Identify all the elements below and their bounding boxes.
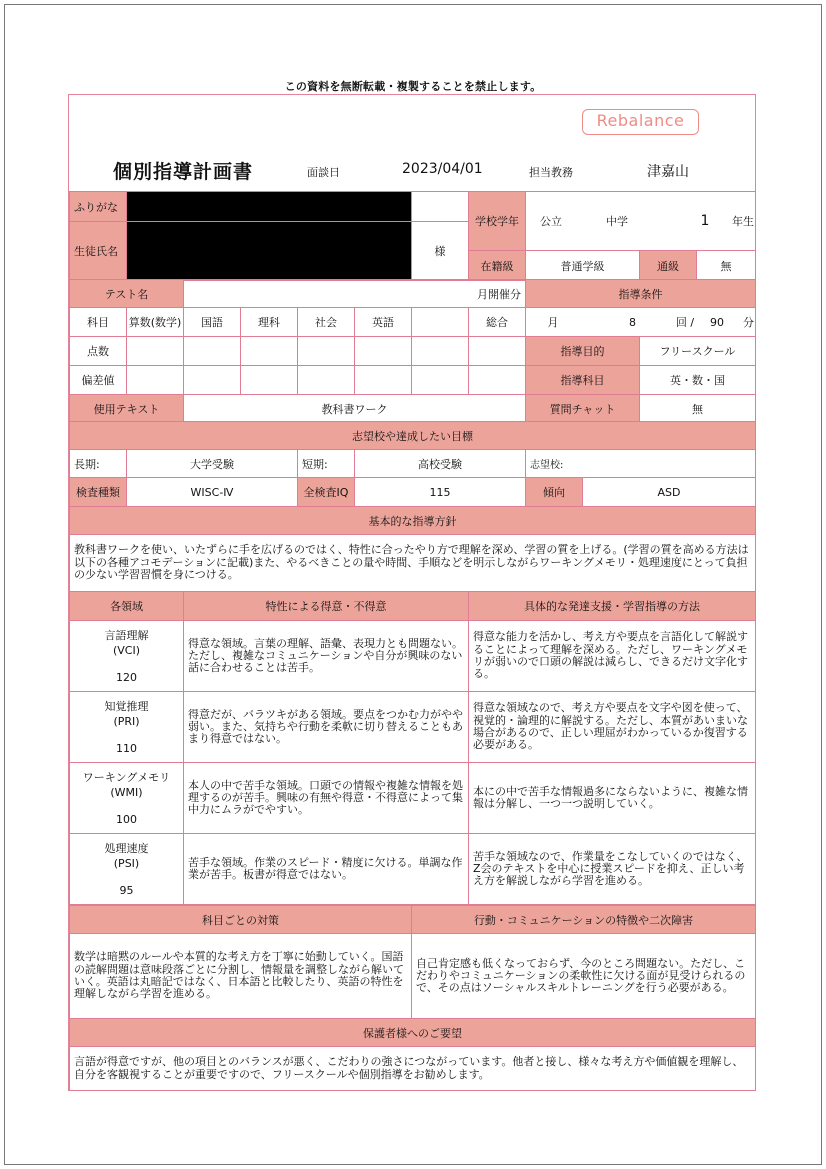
class-value: 普通学級 [526,251,640,281]
score-label: 点数 [70,337,127,366]
policy-header: 基本的な指導方針 [70,507,756,535]
purpose-value: フリースクール [640,337,756,366]
goals-header: 志望校や達成したい目標 [70,422,756,450]
school-level: 中学 [606,215,628,228]
domain-row-pri [70,692,756,763]
subjects-value: 英・数・国 [640,366,756,395]
furigana-redacted [127,192,412,222]
test-name-label: テスト名 [70,280,184,308]
name-redacted [127,222,412,281]
tests-table [69,279,756,423]
tsukyu-label: 通級 [640,251,697,281]
domain-score: 120 [116,670,137,684]
domain-col-header: 各領域 [70,592,184,621]
short-term-label: 短期: [298,450,355,478]
domain-name: ワーキングメモリ [82,770,171,784]
domain-score: 95 [119,883,134,897]
furigana-spacer [412,192,469,222]
domain-method: 本にの中で苦手な情報過多にならないように、複雑な情報は分解し、一つ一つ説明していく。 [469,763,756,834]
domain-cell [70,692,184,763]
honorific: 様 [412,222,469,281]
frequency-minutes-unit: 分 [743,316,755,329]
conditions-header: 指導条件 [526,280,756,308]
page-title: 個別指導計画書 [113,161,254,183]
deviation-label: 偏差値 [70,366,127,395]
subject-total: 総合 [469,308,526,337]
domain-row-vci [70,621,756,692]
test-month-label: 月開催分 [184,280,526,308]
long-term-value: 大学受験 [127,450,298,478]
subject-japanese: 国語 [184,308,241,337]
measures-left-header: 科目ごとの対策 [70,906,412,934]
domain-trait: 得意な領域。言葉の理解、語彙、表現力とも問題ない。ただし、複雑なコミュニケーションや自分が興味のない話に合わせることは苦手。 [184,621,469,692]
frequency-times-unit: 回 / [675,316,695,329]
school-year-label: 学校学年 [469,192,526,251]
tendency-label: 傾向 [526,478,583,507]
school-type: 公立 [540,215,562,228]
subject-english: 英語 [355,308,412,337]
target-school-label: 志望校: [526,450,756,478]
requests-header: 保護者様へのご要望 [70,1019,756,1047]
grade-suffix: 年生 [732,215,754,228]
domain-name: 言語理解 [104,628,149,642]
long-term-label: 長期: [70,450,127,478]
requests-text: 言語が得意ですが、他の項目とのバランスが悪く、こだわりの強さにつながっています。他者と接し、様々な考え方や価値観を理解し、自分を客観視することが重要ですので、フリースクールや個別指導をお勧めします。 [70,1047,756,1091]
exam-table [69,477,756,507]
trait-col-header: 特性による得意・不得意 [184,592,469,621]
requests-table [69,1018,756,1091]
chat-value: 無 [640,395,756,423]
domain-abbr: (PRI) [113,714,140,728]
domain-cell [70,763,184,834]
class-label: 在籍級 [469,251,526,281]
name-label: 生徒氏名 [70,222,127,281]
domain-score: 110 [116,741,137,755]
interview-date: 2023/04/01 [402,161,483,177]
policy-table [69,506,756,592]
domain-cell [70,621,184,692]
subject-social: 社会 [298,308,355,337]
subject-math: 算数(数学) [127,308,184,337]
teacher-label: 担当教務 [529,166,573,179]
method-col-header: 具体的な発達支援・学習指導の方法 [469,592,756,621]
domain-name: 処理速度 [104,841,149,855]
tsukyu-value: 無 [697,251,756,281]
domains-table [69,591,756,905]
domain-abbr: (PSI) [113,856,140,870]
measures-table [69,905,756,1019]
rebalance-logo: Rebalance [582,109,699,135]
domain-name: 知覚推理 [104,699,149,713]
short-term-value: 高校受験 [355,450,526,478]
domain-trait: 苦手な領域。作業のスピード・精度に欠ける。単調な作業が苦手。板書が得意ではない。 [184,834,469,905]
frequency-month: 月 [547,316,559,329]
iq-value: 115 [355,478,526,507]
domain-trait: 得意だが、バラツキがある領域。要点をつかむ力がやや弱い。また、気持ちや行動を柔軟に切り替えることもあまり得意ではない。 [184,692,469,763]
subject-science: 理科 [241,308,298,337]
exam-type-label: 検査種類 [70,478,127,507]
domain-method: 苦手な領域なので、作業量をこなしていくのではなく、Z会のテキストを中心に授業スピードを抑え、正しい考え方を解説しながら学習を進める。 [469,834,756,905]
measures-right-text: 自己肯定感も低くなっておらず、今のところ問題ない。ただし、こだわりやコミュニケーションの柔軟性に欠ける面が見受けられるので、その点はソーシャルスキルトレーニングを行う必要がある。 [412,934,756,1019]
lesson-frequency [526,308,756,337]
goals-table [69,421,756,478]
subject-label: 科目 [70,308,127,337]
teacher-name: 津嘉山 [647,164,689,180]
domain-method: 得意な能力を活かし、考え方や要点を言語化して解説することによって理解を深める。ただし、ワーキングメモリが弱いので口頭の解説は減らし、できるだけ文字化する。 [469,621,756,692]
textbook-label: 使用テキスト [70,395,184,423]
grade: 1 [700,213,710,229]
domain-abbr: (VCI) [112,643,141,657]
tendency-value: ASD [583,478,756,507]
furigana-label: ふりがな [70,192,127,222]
domain-trait: 本人の中で苦手な領域。口頭での情報や複雑な情報を処理するのが苦手。興味の有無や得意・不得意によって集中力にムラがでやすい。 [184,763,469,834]
student-info-table [69,191,756,281]
iq-label: 全検査IQ [298,478,355,507]
copyright-notice: この資料を無断転載・複製することを禁止します。 [284,80,542,93]
domain-method: 得意な領域なので、考え方や要点を文字や図を使って、視覚的・論理的に解説する。ただし、本質があいまいな場合があるので、正しい理屈がわかっているか復習する必要がある。 [469,692,756,763]
measures-left-text: 数学は暗黙のルールや本質的な考え方を丁寧に始動していく。国語の読解問題は意味段落ごとに分割し、情報量を調整しながら解いていく。英語は丸暗記ではなく、日本語と比較したり、英語の特性を理解しながら学習を進める。 [70,934,412,1019]
policy-text: 教科書ワークを使い、いたずらに手を広げるのではく、特性に合ったやり方で理解を深め、学習の質を上げる。(学習の質を高める方法は以下の各種アコモデーションに記載)また、やるべきことの量や時間、手順などを明示しながらワーキングメモリ・処理速度にとって負担の少ない学習習慣を身につける。 [70,535,756,592]
interview-date-label: 面談日 [307,166,340,179]
domain-abbr: (WMI) [110,785,143,799]
measures-right-header: 行動・コミュニケーションの特徴や二次障害 [412,906,756,934]
frequency-minutes: 90 [710,315,725,329]
domain-score: 100 [116,812,137,826]
subject-blank [412,308,469,337]
exam-type-value: WISC-Ⅳ [127,478,298,507]
subjects-label: 指導科目 [526,366,640,395]
domain-cell [70,834,184,905]
domain-row-wmi [70,763,756,834]
frequency-times: 8 [629,315,637,329]
purpose-label: 指導目的 [526,337,640,366]
school-year-value [526,192,756,251]
chat-label: 質問チャット [526,395,640,423]
textbook-value: 教科書ワーク [184,395,526,423]
domain-row-psi [70,834,756,905]
